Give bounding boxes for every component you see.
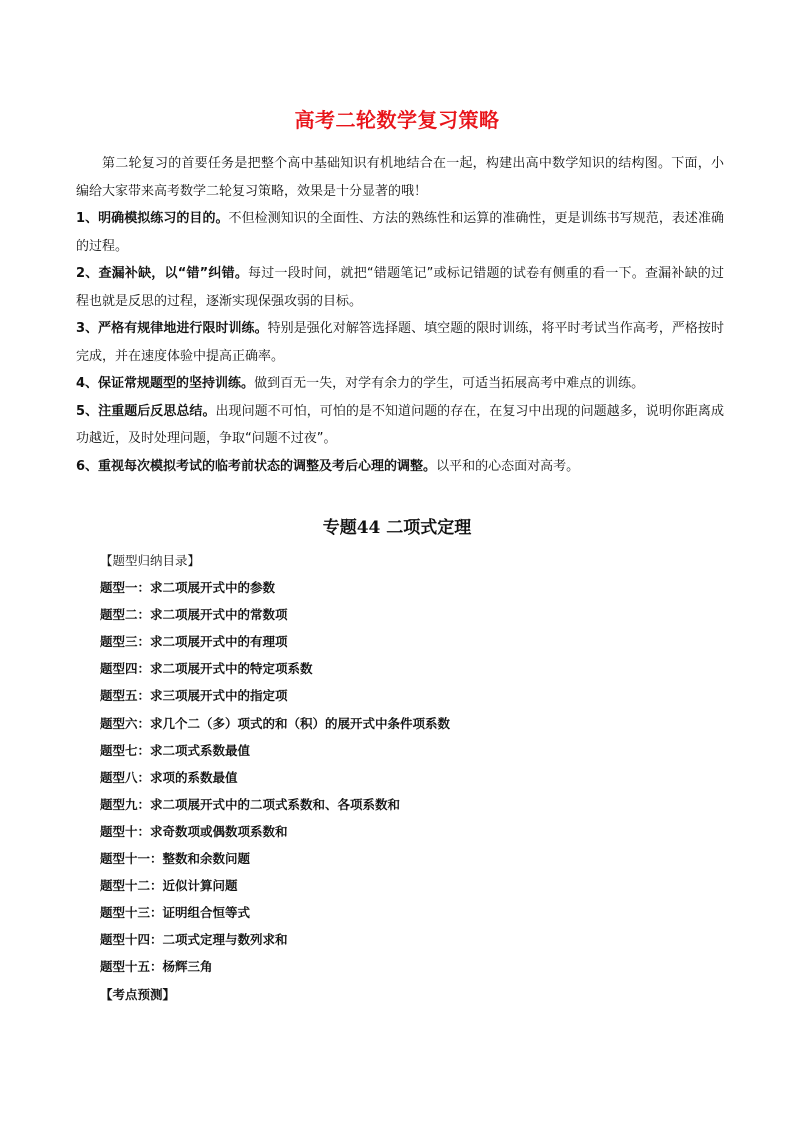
toc-item-label: 题型二： [100,607,151,623]
toc-item-text: 杨辉三角 [162,959,213,975]
toc-item-text: 近似计算问题 [162,878,238,894]
toc-item-label: 题型十一： [100,851,163,867]
toc-item-text: 证明组合恒等式 [162,905,251,921]
strategy-item-5 [76,398,724,453]
toc-item [100,953,700,980]
toc-item [100,737,700,764]
toc-item-label: 题型九： [100,796,151,812]
strategy-item-4 [76,370,724,398]
toc-item-text: 求二项展开式中的参数 [150,580,276,596]
toc-item-label: 题型十五： [100,959,163,975]
toc-item [100,899,700,926]
intro-paragraph: 第二轮复习的首要任务是把整个高中基础知识有机地结合在一起，构建出高中数学知识的结构图。下面，小编给大家带来高考数学二轮复习策略，效果是十分显著的哦！ [76,156,724,199]
toc-item [100,574,700,601]
toc-item [100,628,700,655]
strategy-num: 5、 [76,403,99,419]
strategy-heading: 查漏补缺，以“错”纠错。 [98,266,249,281]
toc-item [100,764,700,791]
toc-item-text: 二项式定理与数列求和 [162,932,288,948]
toc-item-label: 题型十： [100,823,151,839]
toc-item-text: 求项的系数最值 [150,769,238,785]
toc-item [100,710,700,737]
toc-item-text: 求二项展开式中的特定项系数 [150,661,313,677]
toc-item [100,601,700,628]
toc-item-text: 求二项式系数最值 [150,742,251,758]
toc-item-text: 求奇数项或偶数项系数和 [150,823,288,839]
strategy-item-6 [76,453,724,481]
strategy-body: 不但检测知识的全面性、方法的熟练性和运算的准确性，更是训练书写规范，表述准确的过程。 [76,211,724,254]
toc-item-text: 求二项展开式中的有理项 [150,634,288,650]
toc-item-label: 题型八： [100,769,151,785]
toc-item [100,845,700,872]
strategy-num: 6、 [76,458,99,474]
toc-item-label: 题型四： [100,661,151,677]
strategy-num: 4、 [76,376,99,391]
strategy-heading: 保证常规题型的坚持训练。 [98,376,255,391]
toc-item-label: 题型三： [100,634,151,650]
toc-item-label: 题型十四： [100,932,163,948]
strategy-num: 3、 [76,321,99,336]
toc-item-label: 题型五： [100,688,151,704]
strategy-body: 以平和的心态面对高考。 [436,458,580,474]
page-title: 高考二轮数学复习策略 [294,108,500,132]
strategy-heading: 重视每次模拟考试的临考前状态的调整及考后心理的调整。 [98,458,437,474]
strategy-item-2 [76,260,724,315]
toc-section [100,547,700,1008]
toc-heading: 【题型归纳目录】 [100,553,201,568]
strategy-num: 2、 [76,266,99,281]
toc-item [100,926,700,953]
toc-item-text: 求几个二（多）项式的和（积）的展开式中条件项系数 [150,715,451,731]
toc-footer-heading: 【考点预测】 [100,986,176,1002]
strategy-heading: 注重题后反思总结。 [98,403,216,419]
toc-item [100,655,700,682]
toc-item-text: 求三项展开式中的指定项 [150,688,288,704]
strategy-heading: 严格有规律地进行限时训练。 [98,321,268,336]
strategy-body: 每过一段时间，就把“错题笔记”或标记错题的试卷有侧重的看一下。查漏补缺的过程也就是反思的过程，逐渐实现保强攻弱的目标。 [76,266,724,309]
strategy-body: 做到百无一失，对学有余力的学生，可适当拓展高考中难点的训练。 [254,376,645,391]
strategy-heading: 明确模拟练习的目的。 [98,211,229,226]
toc-item-label: 题型六： [100,715,151,731]
toc-item-label: 题型七： [100,742,151,758]
toc-item [100,682,700,709]
toc-item-label: 题型一： [100,580,151,596]
topic-title: 专题44 二项式定理 [322,518,472,538]
strategy-item-3 [76,315,724,370]
toc-item-text: 求二项展开式中的二项式系数和、各项系数和 [150,796,401,812]
strategy-body: 特别是强化对解答选择题、填空题的限时训练，将平时考试当作高考，严格按时完成，并在速度体验中提高正确率。 [76,321,724,364]
intro-section [76,150,724,480]
toc-item-label: 题型十二： [100,878,163,894]
toc-item-label: 题型十三： [100,905,163,921]
toc-item-text: 整数和余数问题 [162,851,251,867]
toc-item [100,818,700,845]
toc-item [100,872,700,899]
strategy-num: 1、 [76,211,99,226]
strategy-body: 出现问题不可怕，可怕的是不知道问题的存在，在复习中出现的问题越多，说明你距离成功越近，及时处理问题，争取“问题不过夜”。 [76,403,724,446]
toc-item [100,791,700,818]
strategy-item-1 [76,205,724,260]
toc-item-text: 求二项展开式中的常数项 [150,607,288,623]
